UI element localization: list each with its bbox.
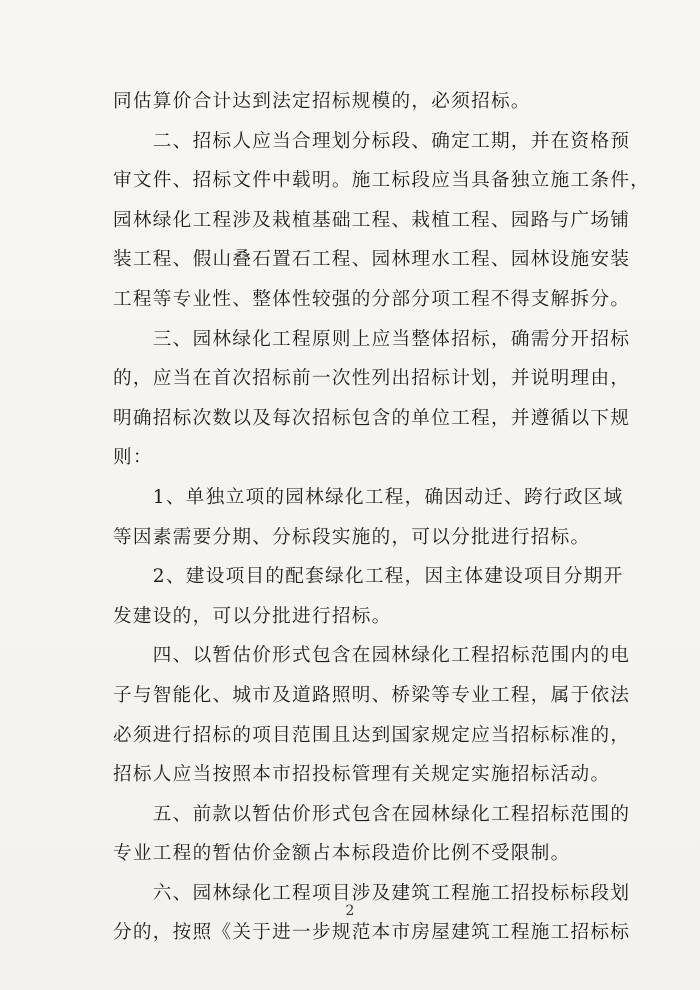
text-line: 发建设的，可以分批进行招标。 (113, 605, 392, 627)
text-line: 二、招标人应当合理划分标段、确定工期，并在资格预 (113, 130, 631, 152)
text-line: 的，应当在首次招标前一次性列出招标计划，并说明理由， (113, 368, 631, 390)
text-line: 装工程、假山叠石置石工程、园林理水工程、园林设施安装 (113, 249, 631, 271)
text-line: 三、园林绿化工程原则上应当整体招标，确需分开招标 (113, 328, 631, 350)
document-body (113, 82, 651, 953)
text-line: 等因素需要分期、分标段实施的，可以分批进行招标。 (113, 526, 591, 548)
text-line: 工程等专业性、整体性较强的分部分项工程不得支解拆分。 (113, 288, 631, 310)
text-line: 五、前款以暂估价形式包含在园林绿化工程招标范围的 (113, 803, 631, 825)
text-line: 四、以暂估价形式包含在园林绿化工程招标范围内的电 (113, 645, 631, 667)
text-line: 1、单独立项的园林绿化工程，确因动迁、跨行政区域 (113, 486, 624, 508)
text-line: 子与智能化、城市及道路照明、桥梁等专业工程，属于依法 (113, 684, 631, 706)
text-line: 招标人应当按照本市招投标管理有关规定实施招标活动。 (113, 764, 611, 786)
text-line: 六、园林绿化工程项目涉及建筑工程施工招投标标段划 (113, 882, 631, 904)
text-line: 则： (113, 447, 153, 469)
page-number: 2 (345, 903, 355, 919)
text-line: 分的，按照《关于进一步规范本市房屋建筑工程施工招标标 (113, 922, 631, 944)
text-line: 必须进行招标的项目范围且达到国家规定应当招标标准的， (113, 724, 631, 746)
text-line: 审文件、招标文件中载明。施工标段应当具备独立施工条件， (113, 170, 651, 192)
text-line: 园林绿化工程涉及栽植基础工程、栽植工程、园路与广场铺 (113, 209, 631, 231)
text-line: 2、建设项目的配套绿化工程，因主体建设项目分期开 (113, 566, 624, 588)
text-line: 明确招标次数以及每次招标包含的单位工程，并遵循以下规 (113, 407, 631, 429)
text-line: 专业工程的暂估价金额占本标段造价比例不受限制。 (113, 843, 571, 865)
text-line: 同估算价合计达到法定招标规模的，必须招标。 (113, 91, 531, 112)
